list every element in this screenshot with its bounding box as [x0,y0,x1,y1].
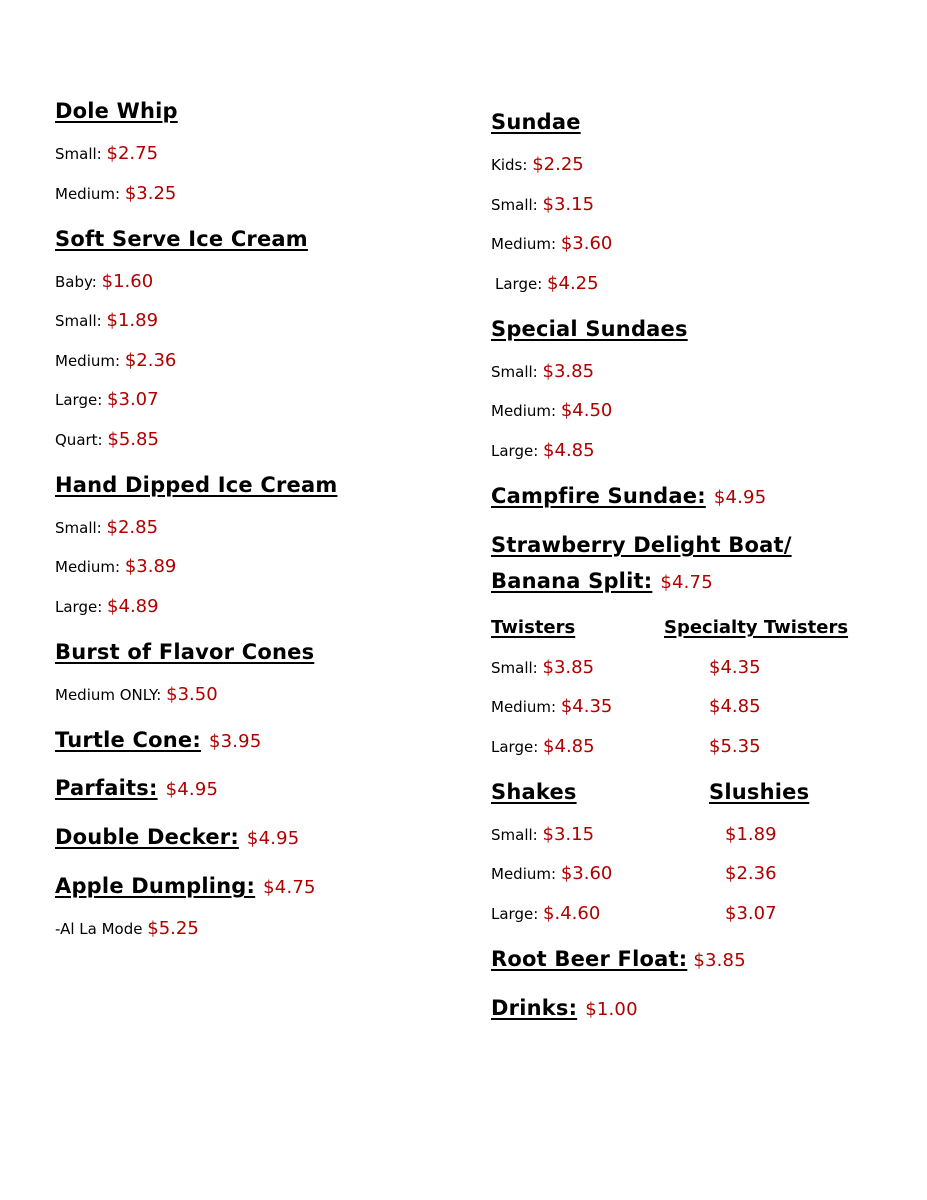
item-price: $4.35 [560,696,613,717]
item-label: Small: [55,145,102,163]
item-price: $4.50 [560,400,613,421]
item-label: Quart: [55,431,103,449]
menu-item [55,272,153,292]
campfire-price: $4.95 [713,487,767,508]
banana-split-heading: Banana Split: [491,569,653,593]
turtle-cone-row [55,727,261,755]
item-price: $5.85 [107,429,159,450]
menu-item [491,825,594,845]
drinks-heading: Drinks: [491,996,578,1020]
item-price: $3.15 [542,824,595,845]
burst-heading: Burst of Flavor Cones [55,640,315,664]
specialty-twisters-heading: Specialty Twisters [664,617,849,638]
item-price: $3.60 [560,233,613,254]
sundae-heading: Sundae [491,110,581,134]
root-beer-float-heading: Root Beer Float: [491,947,688,971]
double-decker-row [55,824,299,852]
item-price: $4.25 [547,273,599,294]
slushie-price: $1.89 [725,824,777,845]
menu-item [55,919,199,939]
slushie-price: $3.07 [725,903,777,924]
item-price: $.4.60 [543,903,601,924]
item-price: $3.07 [107,389,159,410]
banana-split-row [491,568,713,596]
item-label: Medium: [55,558,121,576]
item-price: $3.85 [542,657,595,678]
item-label: Kids: [491,156,528,174]
menu-item [55,557,176,577]
menu-item [55,430,159,450]
item-price: $3.89 [124,556,177,577]
item-price: $2.75 [106,143,159,164]
item-label: Medium: [491,698,557,716]
campfire-row [491,483,766,511]
menu-item [491,362,594,382]
parfaits-heading: Parfaits: [55,776,158,800]
item-label: Medium: [491,402,557,420]
item-label: Medium: [55,185,121,203]
twisters-heading: Twisters [491,617,576,638]
item-price: $2.85 [106,517,159,538]
item-price: $4.85 [543,736,595,757]
root-beer-float-price: $3.85 [693,950,746,971]
drinks-row [491,995,638,1023]
item-label: Small: [491,826,538,844]
strawberry-heading-line1: Strawberry Delight Boat/ [491,533,792,557]
item-price: $2.25 [532,154,584,175]
item-price: $5.25 [147,918,199,939]
item-price: $2.36 [124,350,177,371]
specialty-price: $4.35 [709,657,761,678]
apple-dumpling-heading: Apple Dumpling: [55,874,256,898]
campfire-heading: Campfire Sundae: [491,484,706,508]
item-label: Large: [495,275,543,293]
item-label: Small: [491,659,538,677]
turtle-cone-heading: Turtle Cone: [55,728,201,752]
menu-item [55,685,218,705]
menu-item [491,697,612,717]
menu-item [491,737,595,757]
menu-item [491,864,612,884]
menu-item [55,518,158,538]
item-label: Medium ONLY: [55,686,162,704]
parfaits-price: $4.95 [165,779,219,800]
item-price: $4.85 [543,440,595,461]
shakes-heading: Shakes [491,780,577,804]
menu-item [491,155,584,175]
specialty-price: $4.85 [709,696,761,717]
menu-item [491,904,600,924]
hand-dipped-heading: Hand Dipped Ice Cream [55,473,338,497]
item-label: Large: [491,905,539,923]
menu-item [491,195,594,215]
item-label: Baby: [55,273,97,291]
menu-item [55,184,176,204]
menu-item [491,658,594,678]
menu-item [55,311,158,331]
drinks-price: $1.00 [585,999,638,1020]
item-label: -Al La Mode [55,920,143,938]
double-decker-price: $4.95 [246,828,300,849]
item-label: Small: [491,196,538,214]
apple-dumpling-price: $4.75 [263,877,316,898]
item-price: $4.89 [107,596,159,617]
parfaits-row [55,775,218,803]
item-label: Small: [55,519,102,537]
menu-item [491,401,612,421]
slushies-heading: Slushies [709,780,810,804]
item-price: $3.15 [542,194,595,215]
item-price: $1.89 [106,310,159,331]
item-label: Medium: [491,865,557,883]
menu-item [55,144,158,164]
item-label: Large: [55,391,103,409]
special-sundaes-heading: Special Sundaes [491,317,688,341]
item-price: $3.60 [560,863,613,884]
menu-item [55,390,159,410]
double-decker-heading: Double Decker: [55,825,239,849]
menu-item [55,351,176,371]
item-price: $3.25 [124,183,177,204]
item-price: $1.60 [101,271,154,292]
soft-serve-heading: Soft Serve Ice Cream [55,227,308,251]
item-label: Small: [55,312,102,330]
banana-split-price: $4.75 [660,572,713,593]
specialty-price: $5.35 [709,736,761,757]
item-label: Small: [491,363,538,381]
menu-item [495,274,599,294]
dole-whip-heading: Dole Whip [55,99,178,123]
item-label: Medium: [55,352,121,370]
item-label: Medium: [491,235,557,253]
slushie-price: $2.36 [725,863,777,884]
menu-item [55,597,159,617]
menu-item [491,234,612,254]
item-label: Large: [491,738,539,756]
turtle-cone-price: $3.95 [208,731,262,752]
item-price: $3.85 [542,361,595,382]
root-beer-float-row [491,946,746,974]
item-label: Large: [491,442,539,460]
apple-dumpling-row [55,873,316,901]
item-label: Large: [55,598,103,616]
menu-item [491,441,595,461]
item-price: $3.50 [166,684,218,705]
